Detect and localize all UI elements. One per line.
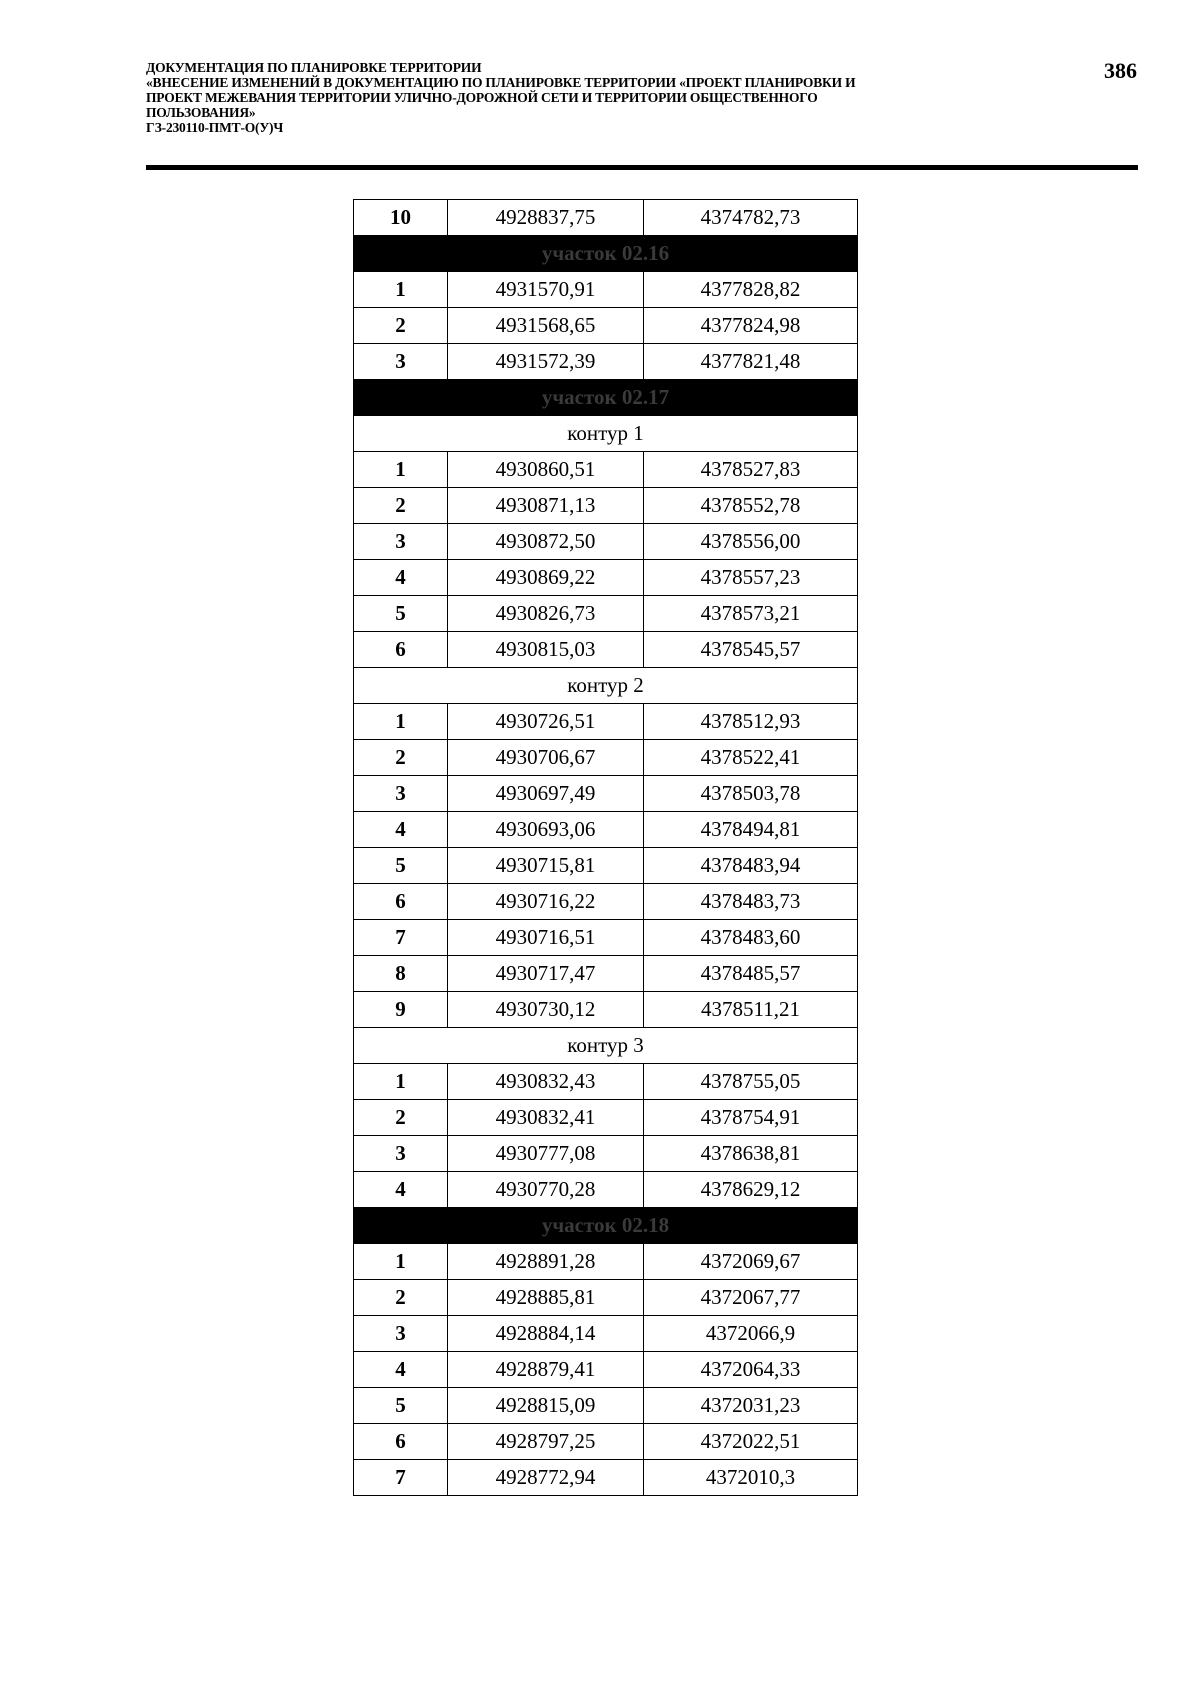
header-title-line-1: ДОКУМЕНТАЦИЯ ПО ПЛАНИРОВКЕ ТЕРРИТОРИИ [146, 60, 482, 75]
point-number-cell: 5 [354, 848, 448, 884]
table-row [354, 812, 858, 848]
table-row [354, 1136, 858, 1172]
table-row [354, 200, 858, 236]
table-row [354, 740, 858, 776]
coordinates-table [353, 199, 858, 1496]
y-coordinate-cell: 4378494,81 [644, 812, 858, 848]
contour-header-row [354, 416, 858, 452]
y-coordinate-cell: 4372031,23 [644, 1388, 858, 1424]
y-coordinate-cell: 4372069,67 [644, 1244, 858, 1280]
x-coordinate-cell: 4930716,22 [448, 884, 644, 920]
point-number-cell: 4 [354, 812, 448, 848]
point-number-cell: 1 [354, 1244, 448, 1280]
x-coordinate-cell: 4930871,13 [448, 488, 644, 524]
x-coordinate-cell: 4930869,22 [448, 560, 644, 596]
point-number-cell: 1 [354, 452, 448, 488]
contour-header-row [354, 668, 858, 704]
section-header-row [354, 236, 858, 272]
point-number-cell: 1 [354, 272, 448, 308]
y-coordinate-cell: 4378754,91 [644, 1100, 858, 1136]
header-divider [146, 165, 1138, 170]
table-row [354, 1316, 858, 1352]
section-label: участок 02.16 [354, 236, 858, 272]
x-coordinate-cell: 4928891,28 [448, 1244, 644, 1280]
point-number-cell: 4 [354, 560, 448, 596]
y-coordinate-cell: 4374782,73 [644, 200, 858, 236]
x-coordinate-cell: 4930770,28 [448, 1172, 644, 1208]
x-coordinate-cell: 4930693,06 [448, 812, 644, 848]
point-number-cell: 10 [354, 200, 448, 236]
point-number-cell: 3 [354, 1136, 448, 1172]
x-coordinate-cell: 4931570,91 [448, 272, 644, 308]
x-coordinate-cell: 4930832,43 [448, 1064, 644, 1100]
table-row [354, 308, 858, 344]
y-coordinate-cell: 4377824,98 [644, 308, 858, 344]
x-coordinate-cell: 4930815,03 [448, 632, 644, 668]
x-coordinate-cell: 4930716,51 [448, 920, 644, 956]
header-title-line-3: ПРОЕКТ МЕЖЕВАНИЯ ТЕРРИТОРИИ УЛИЧНО-ДОРОЖНОЙ СЕТИ И ТЕРРИТОРИИ ОБЩЕСТВЕННОГО [146, 90, 818, 105]
x-coordinate-cell: 4931568,65 [448, 308, 644, 344]
x-coordinate-cell: 4930706,67 [448, 740, 644, 776]
point-number-cell: 1 [354, 1064, 448, 1100]
contour-label: контур 1 [354, 416, 858, 452]
y-coordinate-cell: 4378503,78 [644, 776, 858, 812]
x-coordinate-cell: 4930777,08 [448, 1136, 644, 1172]
table-row [354, 488, 858, 524]
y-coordinate-cell: 4378556,00 [644, 524, 858, 560]
point-number-cell: 3 [354, 1316, 448, 1352]
table-row [354, 1388, 858, 1424]
x-coordinate-cell: 4928884,14 [448, 1316, 644, 1352]
x-coordinate-cell: 4930730,12 [448, 992, 644, 1028]
x-coordinate-cell: 4928837,75 [448, 200, 644, 236]
y-coordinate-cell: 4378511,21 [644, 992, 858, 1028]
x-coordinate-cell: 4928879,41 [448, 1352, 644, 1388]
contour-header-row [354, 1028, 858, 1064]
table-row [354, 956, 858, 992]
point-number-cell: 8 [354, 956, 448, 992]
y-coordinate-cell: 4378483,94 [644, 848, 858, 884]
document-header [146, 60, 1106, 135]
y-coordinate-cell: 4378522,41 [644, 740, 858, 776]
table-row [354, 992, 858, 1028]
point-number-cell: 6 [354, 632, 448, 668]
point-number-cell: 4 [354, 1352, 448, 1388]
y-coordinate-cell: 4372064,33 [644, 1352, 858, 1388]
table-row [354, 632, 858, 668]
table-row [354, 848, 858, 884]
section-header-row [354, 380, 858, 416]
table-row [354, 776, 858, 812]
point-number-cell: 7 [354, 920, 448, 956]
x-coordinate-cell: 4928815,09 [448, 1388, 644, 1424]
contour-label: контур 2 [354, 668, 858, 704]
table-row [354, 272, 858, 308]
x-coordinate-cell: 4930826,73 [448, 596, 644, 632]
table-row [354, 1064, 858, 1100]
x-coordinate-cell: 4930872,50 [448, 524, 644, 560]
table-row [354, 344, 858, 380]
section-header-row [354, 1208, 858, 1244]
point-number-cell: 2 [354, 1100, 448, 1136]
y-coordinate-cell: 4378545,57 [644, 632, 858, 668]
table-row [354, 1100, 858, 1136]
point-number-cell: 2 [354, 488, 448, 524]
section-label: участок 02.18 [354, 1208, 858, 1244]
point-number-cell: 9 [354, 992, 448, 1028]
table-row [354, 1424, 858, 1460]
x-coordinate-cell: 4930832,41 [448, 1100, 644, 1136]
page-number: 386 [1104, 58, 1137, 83]
y-coordinate-cell: 4372066,9 [644, 1316, 858, 1352]
table-row [354, 596, 858, 632]
x-coordinate-cell: 4930717,47 [448, 956, 644, 992]
table-row [354, 1460, 858, 1496]
x-coordinate-cell: 4930697,49 [448, 776, 644, 812]
y-coordinate-cell: 4372022,51 [644, 1424, 858, 1460]
table-row [354, 1172, 858, 1208]
point-number-cell: 5 [354, 596, 448, 632]
point-number-cell: 6 [354, 1424, 448, 1460]
document-code: ГЗ-230110-ПМТ-О(У)Ч [146, 120, 284, 135]
y-coordinate-cell: 4372067,77 [644, 1280, 858, 1316]
table-row [354, 884, 858, 920]
section-label: участок 02.17 [354, 380, 858, 416]
table-row [354, 452, 858, 488]
y-coordinate-cell: 4372010,3 [644, 1460, 858, 1496]
x-coordinate-cell: 4928772,94 [448, 1460, 644, 1496]
point-number-cell: 2 [354, 308, 448, 344]
x-coordinate-cell: 4928885,81 [448, 1280, 644, 1316]
table-row [354, 704, 858, 740]
table-row [354, 560, 858, 596]
y-coordinate-cell: 4378629,12 [644, 1172, 858, 1208]
point-number-cell: 6 [354, 884, 448, 920]
y-coordinate-cell: 4377828,82 [644, 272, 858, 308]
point-number-cell: 3 [354, 776, 448, 812]
x-coordinate-cell: 4928797,25 [448, 1424, 644, 1460]
y-coordinate-cell: 4378552,78 [644, 488, 858, 524]
y-coordinate-cell: 4377821,48 [644, 344, 858, 380]
header-title-line-4: ПОЛЬЗОВАНИЯ» [146, 105, 256, 120]
point-number-cell: 4 [354, 1172, 448, 1208]
y-coordinate-cell: 4378483,73 [644, 884, 858, 920]
contour-label: контур 3 [354, 1028, 858, 1064]
table-row [354, 1352, 858, 1388]
y-coordinate-cell: 4378483,60 [644, 920, 858, 956]
point-number-cell: 2 [354, 1280, 448, 1316]
x-coordinate-cell: 4931572,39 [448, 344, 644, 380]
point-number-cell: 3 [354, 344, 448, 380]
x-coordinate-cell: 4930726,51 [448, 704, 644, 740]
point-number-cell: 5 [354, 1388, 448, 1424]
point-number-cell: 3 [354, 524, 448, 560]
table-row [354, 1244, 858, 1280]
point-number-cell: 2 [354, 740, 448, 776]
y-coordinate-cell: 4378512,93 [644, 704, 858, 740]
table-row [354, 920, 858, 956]
x-coordinate-cell: 4930860,51 [448, 452, 644, 488]
point-number-cell: 7 [354, 1460, 448, 1496]
point-number-cell: 1 [354, 704, 448, 740]
y-coordinate-cell: 4378557,23 [644, 560, 858, 596]
y-coordinate-cell: 4378755,05 [644, 1064, 858, 1100]
y-coordinate-cell: 4378638,81 [644, 1136, 858, 1172]
y-coordinate-cell: 4378573,21 [644, 596, 858, 632]
x-coordinate-cell: 4930715,81 [448, 848, 644, 884]
table-row [354, 524, 858, 560]
table-row [354, 1280, 858, 1316]
coordinates-table-body [354, 200, 858, 1496]
header-title-line-2: «ВНЕСЕНИЕ ИЗМЕНЕНИЙ В ДОКУМЕНТАЦИЮ ПО ПЛАНИРОВКЕ ТЕРРИТОРИИ «ПРОЕКТ ПЛАНИРОВКИ И [146, 75, 856, 90]
y-coordinate-cell: 4378485,57 [644, 956, 858, 992]
y-coordinate-cell: 4378527,83 [644, 452, 858, 488]
